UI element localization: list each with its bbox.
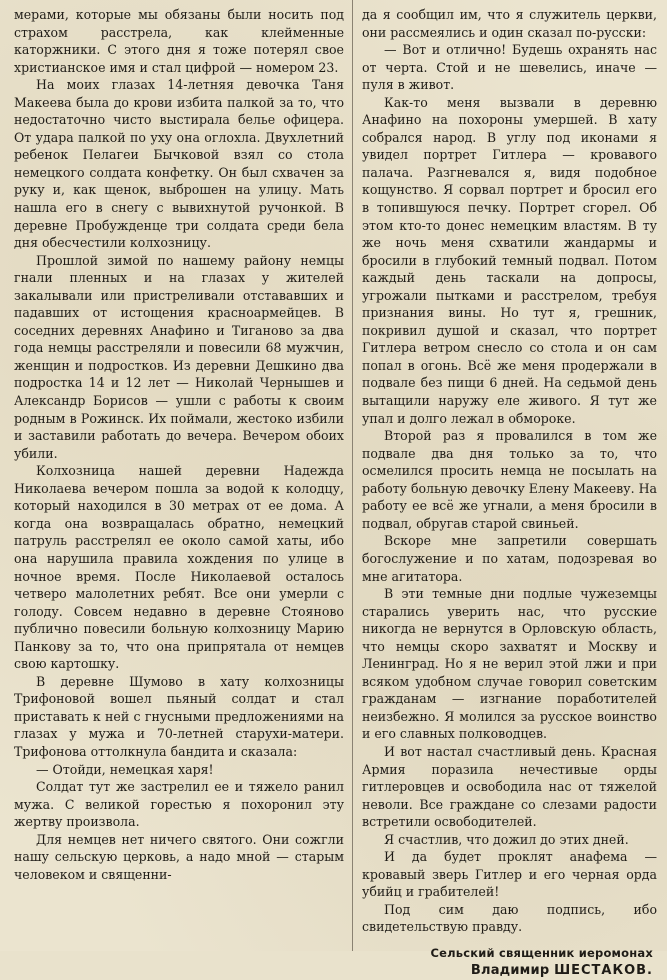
paragraph: — Отойди, немецкая харя! bbox=[36, 761, 214, 777]
signature-first-name: Владимир bbox=[470, 962, 550, 978]
paragraph: Для немцев нет ничего святого. Они сожгли нашу сельскую церковь, а надо мной — старым человеком и священни- bbox=[14, 831, 344, 882]
signature-surname: ШЕСТАКОВ. bbox=[554, 962, 653, 978]
paragraph: Я счастлив, что дожил до этих дней. bbox=[384, 831, 629, 847]
signature-title: Сельский священник иеромонах bbox=[430, 945, 653, 960]
paragraph: Как-то меня вызвали в деревню Анафино на похороны умершей. В хату собрался народ. В углу под иконами я увидел портрет Гитлера — кровавого палача. Разгневался я, видя подобное кощунство. Я сорвал портрет и бросил его в топившуюся печку. Портрет сгорел. Об этом кто-то донес немецким властям. В ту же ночь меня схватили жандармы и бросили в глубокий темный подвал. Потом каждый день таскали на допросы, угрожали пытками и расстрелом, требуя признания вины. Но тут я, грешник, покривил душой и сказал, что портрет Гитлера ветром снесло со стола и он сам попал в огонь. Всё же меня продержали в подвале без пищи 6 дней. На седьмой день вытащили наружу еле живого. Я тут же упал и долго лежал в обмороке. bbox=[362, 94, 657, 426]
paragraph: И да будет проклят анафема — кровавый зверь Гитлер и его черная орда убийц и грабителей! bbox=[362, 849, 657, 900]
paragraph: Под сим даю подпись, ибо свидетельствую правду. bbox=[362, 901, 657, 935]
paragraph: Колхозница нашей деревни Надежда Николаева вечером пошла за водой к колодцу, который находился в 30 метрах от ее дома. А когда она возвращалась обратно, немецкий патруль расстрелял ее около самой хаты, ибо она нарушила правила хождения по улице в ночное время. После Николаевой осталось четверо малолетних ребят. Все они умерли с голоду. Совсем недавно в деревне Стояново публично повесили больную колхозницу Марию Панкову за то, что она припрятала от немцев свою картошку. bbox=[14, 463, 344, 672]
right-column bbox=[362, 6, 657, 978]
signature bbox=[362, 944, 657, 980]
paragraph: Солдат тут же застрелил ее и тяжело ранил мужа. С великой горестью я похоронил эту жертву произвола. bbox=[14, 779, 344, 830]
paragraph: да я сообщил им, что я служитель церкви, они рассмеялись и один сказал по-русски: bbox=[362, 7, 657, 40]
paragraph: Второй раз я провалился в том же подвале два дня только за то, что осмелился просить немца не посылать на работу больную девочку Елену Макееву. На работу ее всё же угнали, а меня бросили в подвал, обругав старой свиньей. bbox=[362, 428, 657, 531]
paragraph: мерами, которые мы обязаны были носить под страхом расстрела, как клейменные каторжники. С этого дня я тоже потерял свое христианское имя и стал цифрой — номером 23. bbox=[14, 7, 344, 75]
paragraph: — Вот и отлично! Будешь охранять нас от черта. Стой и не шевелись, иначе — пуля в живот. bbox=[362, 42, 657, 93]
paragraph: На моих глазах 14-летняя девочка Таня Макеева была до крови избита палкой за то, что недостаточно чисто выстирала белье офицера. От удара палкой по уху она оглохла. Двухлетний ребенок Пелагеи Бычковой взял со стола немецкого солдата конфетку. Он был схвачен за руку и, как щенок, выброшен на улицу. Мать нашла его в снегу с вывихнутой ручонкой. В деревне Пробужденце три солдата среди бела дня обесчестили колхозницу. bbox=[14, 77, 344, 251]
paragraph: Вскоре мне запретили совершать богослужение и по хатам, подозревая во мне агитатора. bbox=[362, 533, 657, 584]
paragraph: И вот настал счастливый день. Красная Армия поразила нечестивые орды гитлеровцев и освободила нас от тяжелой неволи. Все граждане со слезами радости встретили освободителей. bbox=[362, 743, 657, 830]
paragraph: В деревне Шумово в хату колхозницы Трифоновой вошел пьяный солдат и стал приставать к ней с гнусными предложениями на глазах у мужа и 70-летней старухи-матери. Трифонова оттолкнула бандита и сказала: bbox=[14, 673, 344, 759]
paragraph: В эти темные дни подлые чужеземцы старались уверить нас, что русские никогда не вернутся в Орловскую область, что немцы скоро захватят и Москву и Ленинград. Но я не верил этой лжи и при всяком удобном случае говорил советским гражданам — изгнание поработителей неизбежно. Я молился за русское воинство и его славных полководцев. bbox=[362, 586, 657, 742]
signature-name bbox=[362, 962, 653, 980]
left-column bbox=[14, 6, 344, 950]
column-divider bbox=[352, 0, 353, 951]
paragraph: Прошлой зимой по нашему району немцы гнали пленных и на глазах у жителей закалывали или пристреливали отстававших и падавших от истощения красноармейцев. В соседних деревнях Анафино и Тиганово за два года немцы расстреляли и повесили 68 мужчин, женщин и подростков. Из деревни Дешкино два подростка 14 и 12 лет — Николай Чернышев и Александр Борисов — ушли с работы к своим родным в Рожинск. Их поймали, жестоко избили и заставили работать до вечера. Вечером обоих убили. bbox=[14, 252, 344, 461]
